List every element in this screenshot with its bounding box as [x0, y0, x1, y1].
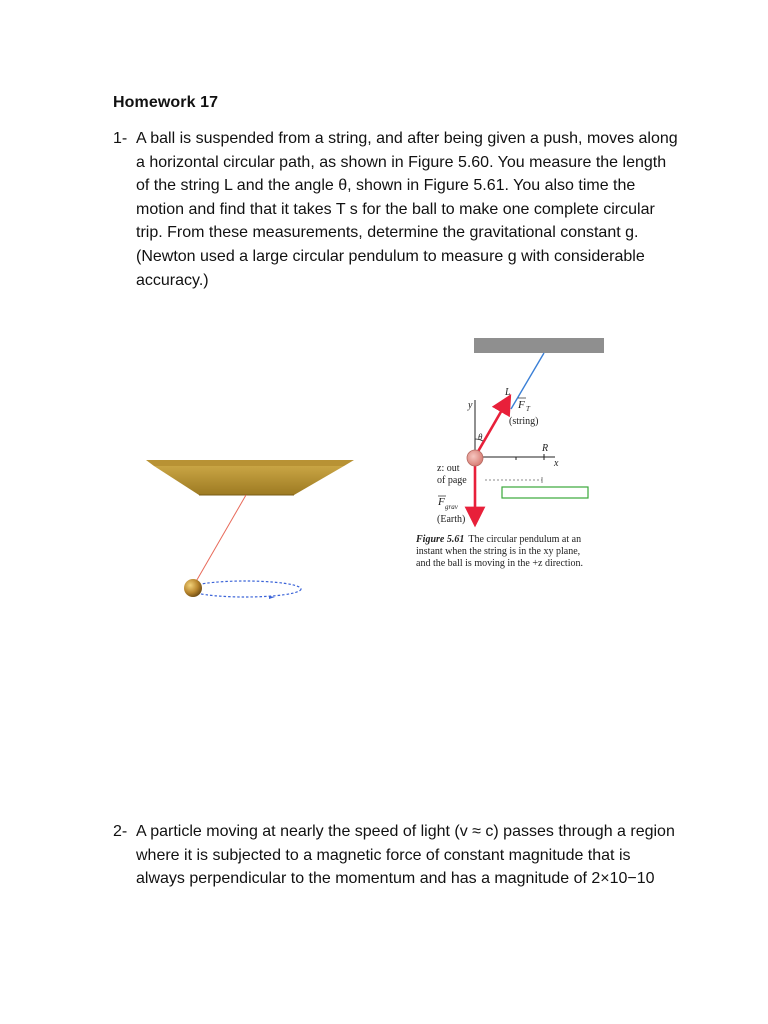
problem-number: 1- — [113, 130, 128, 147]
problem-line: motion and find that it takes T s for the ball to make one complete circular — [136, 200, 655, 218]
document-title: Homework 17 — [113, 94, 219, 111]
x-axis-label: x — [554, 458, 559, 469]
problem-line: trip. From these measurements, determine the gravitational constant g. — [136, 224, 639, 242]
problem-line: always perpendicular to the momentum and has a magnitude of 2×10−10 — [136, 870, 655, 888]
ceiling-block — [146, 460, 354, 466]
string-line — [511, 353, 544, 409]
problem-line: (Newton used a large circular pendulum to measure g with considerable — [136, 247, 645, 265]
y-axis-label: y — [468, 400, 473, 411]
problem-line: A ball is suspended from a string, and after being given a push, moves along — [136, 130, 678, 147]
radius-label: R — [542, 443, 549, 454]
diagram-ball — [467, 450, 483, 466]
problem-2 — [113, 820, 693, 891]
problem-line: where it is subjected to a magnetic force of constant magnitude that is — [136, 846, 631, 864]
problem-number: 2- — [113, 823, 128, 840]
green-box — [502, 487, 588, 498]
z-axis-label-2: of page — [437, 475, 467, 486]
problem-text — [136, 127, 693, 292]
svg-text:T: T — [526, 405, 530, 413]
z-axis-label-1: z: out — [437, 463, 460, 474]
problem-1 — [113, 127, 693, 292]
pendulum-ball — [184, 579, 202, 597]
figure-5-61-diagram — [410, 335, 630, 585]
ceiling-underside — [154, 466, 344, 495]
figure-5-60-pendulum — [144, 455, 360, 605]
pendulum-string — [194, 495, 246, 585]
problem-line: A particle moving at nearly the speed of light (v ≈ c) passes through a region — [136, 823, 675, 840]
force-diagram — [410, 335, 630, 533]
figure-caption: Figure 5.61 The circular pendulum at an instant when the string is in the xy plane, and the ball is moving in the +z direction. — [416, 534, 583, 569]
problem-text — [136, 820, 693, 891]
pendulum-illustration — [144, 455, 360, 605]
string-label: (string) — [509, 416, 539, 427]
gravity-label: F — [438, 496, 445, 508]
angle-label: θ — [478, 432, 483, 442]
ceiling-bar — [474, 338, 604, 353]
earth-label: (Earth) — [437, 514, 466, 525]
circular-path — [189, 581, 301, 597]
problem-line: accuracy.) — [136, 271, 209, 289]
problem-line: a horizontal circular path, as shown in Figure 5.60. You measure the length — [136, 153, 667, 171]
problem-line: of the string L and the angle θ, shown in Figure 5.61. You also time the — [136, 177, 636, 195]
svg-text:grav: grav — [445, 503, 458, 511]
tension-arrow — [476, 403, 506, 455]
length-label: L — [505, 387, 511, 398]
tension-label: F — [518, 399, 525, 411]
figure-label: Figure 5.61 — [416, 534, 465, 545]
